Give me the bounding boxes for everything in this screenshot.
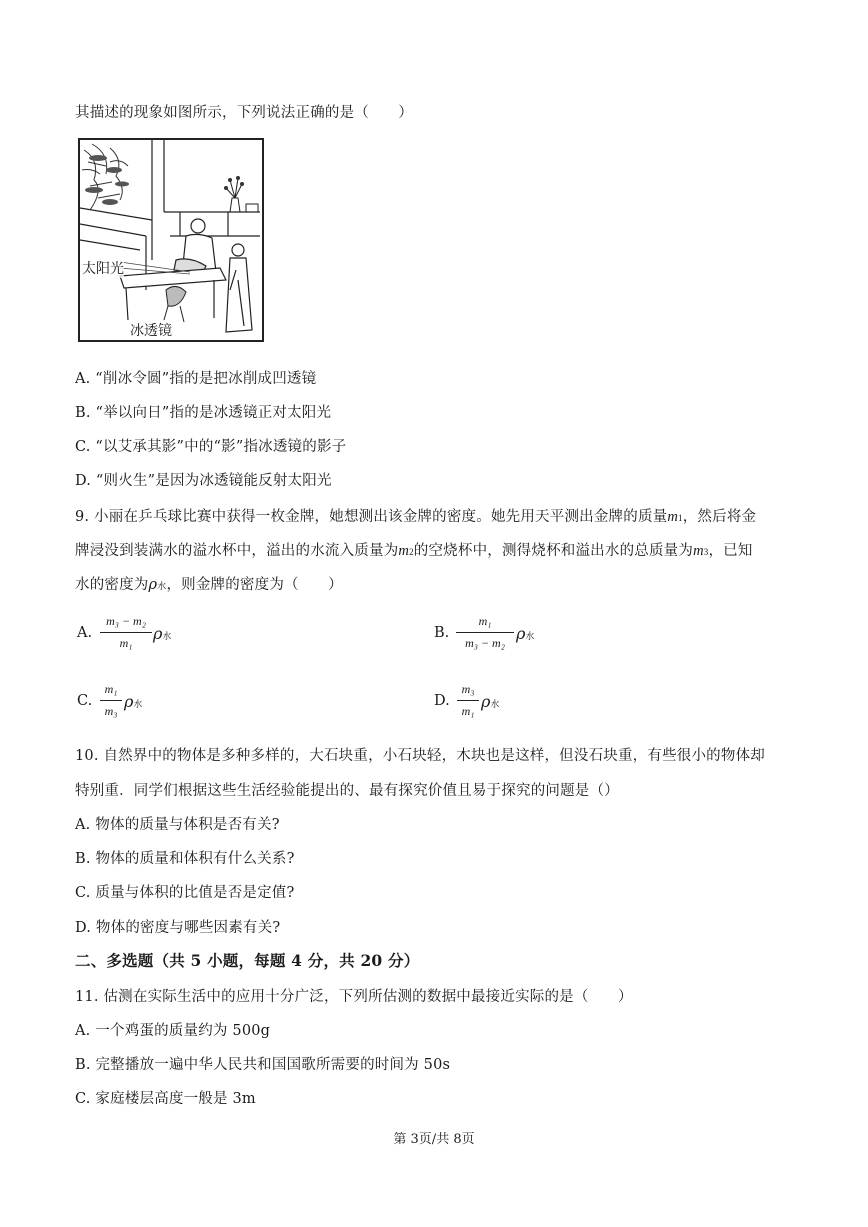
fraction-bar — [100, 632, 152, 633]
rho-symbol: ρ — [153, 624, 163, 643]
q9-option-d-fraction — [457, 682, 479, 722]
q9-option-c-letter: C. — [77, 693, 93, 709]
water-sub: 水 — [525, 632, 535, 642]
q9-option-b-letter: B. — [434, 625, 450, 641]
q10-stem-line1: 10. 自然界中的物体是多种多样的，大石块重，小石块轻，木块也是这样，但没石块重，有些很小的物体却 — [75, 748, 765, 764]
var-sub: 3 — [703, 547, 709, 557]
q9-m3-var — [693, 543, 708, 559]
q9-line2-text-b: 的空烧杯中，测得烧杯和溢出水的总质量为 — [413, 543, 694, 559]
q9-option-b-fraction — [456, 614, 514, 654]
page-number-footer: 第 3页/共 8页 — [393, 1132, 475, 1147]
fraction-bar — [100, 700, 122, 701]
fraction-denominator: m₁ — [119, 636, 133, 650]
q9-option-d-rho — [481, 692, 499, 711]
var-m: m — [667, 509, 679, 525]
fraction-bar — [456, 632, 514, 633]
water-sub: 水 — [490, 700, 500, 710]
q11-option-a: A. 一个鸡蛋的质量约为 500g — [75, 1023, 271, 1039]
water-sub: 水 — [157, 582, 167, 592]
q10-stem-line2: 特别重．同学们根据这些生活经验能提出的、最有探究价值且易于探究的问题是（） — [75, 783, 619, 799]
q9-line2-text-c: ，已知 — [708, 543, 753, 559]
q11-option-c: C. 家庭楼层高度一般是 3m — [75, 1091, 256, 1107]
rho-symbol: ρ — [516, 624, 526, 643]
fraction-numerator: m₁ — [104, 682, 118, 696]
fraction-numerator: m₃ — [461, 682, 475, 696]
q11-option-b: B. 完整播放一遍中华人民共和国国歌所需要的时间为 50s — [75, 1057, 451, 1073]
water-sub: 水 — [133, 700, 143, 710]
q9-option-d-letter: D. — [434, 693, 450, 709]
q10-option-c: C. 质量与体积的比值是否是定值? — [75, 885, 295, 901]
var-sub: 1 — [678, 513, 683, 523]
q10-option-b: B. 物体的质量和体积有什么关系? — [75, 851, 295, 867]
q8-option-c: C. “以艾承其影”中的“影”指冰透镜的影子 — [75, 439, 347, 455]
q9-line2-text-a: 牌浸没到装满水的溢水杯中，溢出的水流入质量为 — [75, 543, 399, 559]
q9-option-b-rho — [516, 624, 534, 643]
q11-stem: 11. 估测在实际生活中的应用十分广泛，下列所估测的数据中最接近实际的是（ ） — [75, 989, 633, 1005]
q9-rho-water — [149, 577, 167, 593]
q8-illustration — [78, 138, 264, 342]
q8-option-a: A. “削冰令圆”指的是把冰削成凹透镜 — [75, 371, 317, 387]
var-m: m — [398, 543, 410, 559]
q8-option-b: B. “举以向日”指的是冰透镜正对太阳光 — [75, 405, 332, 421]
q9-option-c-rho — [124, 692, 142, 711]
var-sub: 2 — [409, 547, 414, 557]
ice-lens-label: 冰透镜 — [130, 320, 172, 340]
fraction-numerator: m₁ — [478, 614, 492, 628]
fraction-numerator: m₃ − m₂ — [106, 614, 146, 628]
q9-line1-text-b: ，然后将金 — [682, 509, 757, 525]
fraction-denominator: m₃ — [104, 704, 118, 718]
q9-stem-line1 — [75, 505, 756, 526]
fraction-denominator: m₃ − m₂ — [465, 636, 505, 650]
q9-line3-text-b: ，则金牌的密度为（ ） — [166, 577, 343, 593]
rho-symbol: ρ — [148, 577, 158, 593]
q9-option-a-fraction — [100, 614, 152, 652]
q10-option-a: A. 物体的质量与体积是否有关? — [75, 817, 280, 833]
rho-symbol: ρ — [481, 692, 491, 711]
var-m: m — [693, 543, 704, 559]
water-sub: 水 — [162, 632, 172, 642]
q8-option-d: D. “则火生”是因为冰透镜能反射太阳光 — [75, 473, 332, 489]
q9-m2-var — [398, 543, 413, 559]
q10-option-d: D. 物体的密度与哪些因素有关? — [75, 920, 281, 936]
q9-option-a-rho — [153, 624, 171, 643]
q9-line1-text-a: 9. 小丽在乒乓球比赛中获得一枚金牌，她想测出该金牌的密度。她先用天平测出金牌的质量 — [75, 509, 668, 525]
q9-option-a-letter: A. — [77, 625, 93, 641]
fraction-bar — [457, 700, 479, 701]
q9-stem-line2 — [75, 539, 753, 560]
q9-stem-line3 — [75, 573, 343, 594]
q9-option-c-fraction — [100, 682, 122, 722]
ancient-scene-illustration — [80, 140, 262, 340]
q9-m1-var — [667, 509, 682, 525]
section-heading-multiple-choice: 二、多选题（共 5 小题，每题 4 分，共 20 分） — [75, 951, 420, 970]
fraction-denominator: m₁ — [461, 704, 475, 718]
rho-symbol: ρ — [124, 692, 134, 711]
q9-line3-text-a: 水的密度为 — [75, 577, 149, 593]
sunlight-label: 太阳光 — [82, 258, 124, 278]
q8-stem-tail: 其描述的现象如图所示，下列说法正确的是（ ） — [75, 105, 414, 121]
